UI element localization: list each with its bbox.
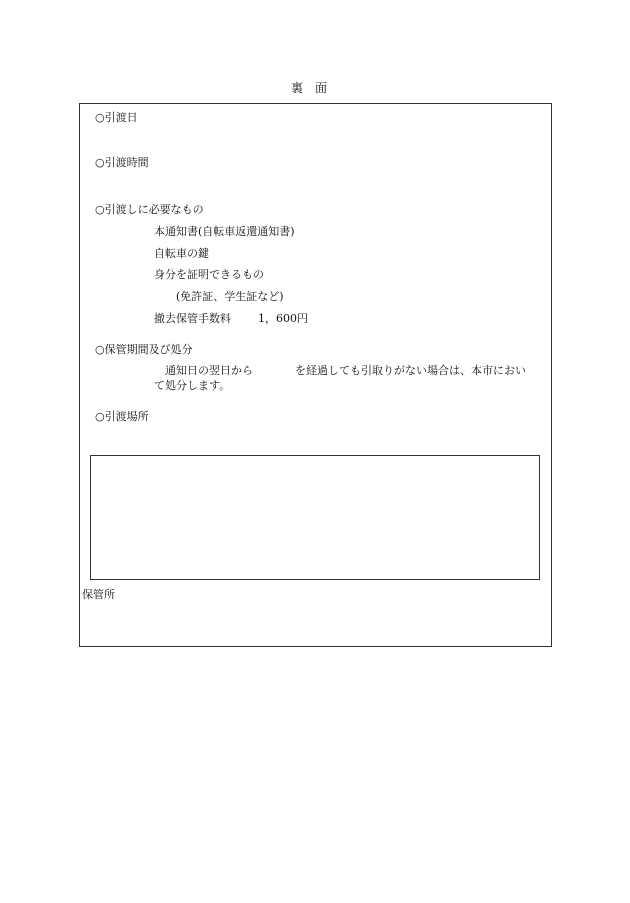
delivery-time-heading: ○引渡時間 bbox=[95, 156, 149, 169]
storage-period-heading: ○保管期間及び処分 bbox=[95, 343, 193, 356]
required-item-id-examples: (免許証、学生証など) bbox=[176, 290, 284, 303]
delivery-place-heading: ○引渡場所 bbox=[95, 410, 149, 423]
delivery-place-box bbox=[90, 455, 540, 580]
delivery-date-heading: ○引渡日 bbox=[95, 111, 138, 124]
storage-period-text-line2: て処分します。 bbox=[154, 379, 231, 392]
storage-period-text-start: 通知日の翌日から bbox=[165, 364, 253, 377]
storage-label: 保管所 bbox=[82, 588, 115, 601]
fee-label: 撤去保管手数料 bbox=[154, 312, 231, 325]
page-title: 裏 面 bbox=[291, 81, 328, 95]
required-item-id: 身分を証明できるもの bbox=[154, 268, 264, 281]
storage-period-text-end: を経過しても引取りがない場合は、本市におい bbox=[295, 364, 526, 377]
fee-amount: 1，600円 bbox=[258, 312, 308, 325]
required-items-heading: ○引渡しに必要なもの bbox=[95, 203, 204, 216]
required-item-notice: 本通知書(自転車返還通知書) bbox=[154, 225, 295, 238]
required-item-key: 自転車の鍵 bbox=[154, 247, 209, 260]
